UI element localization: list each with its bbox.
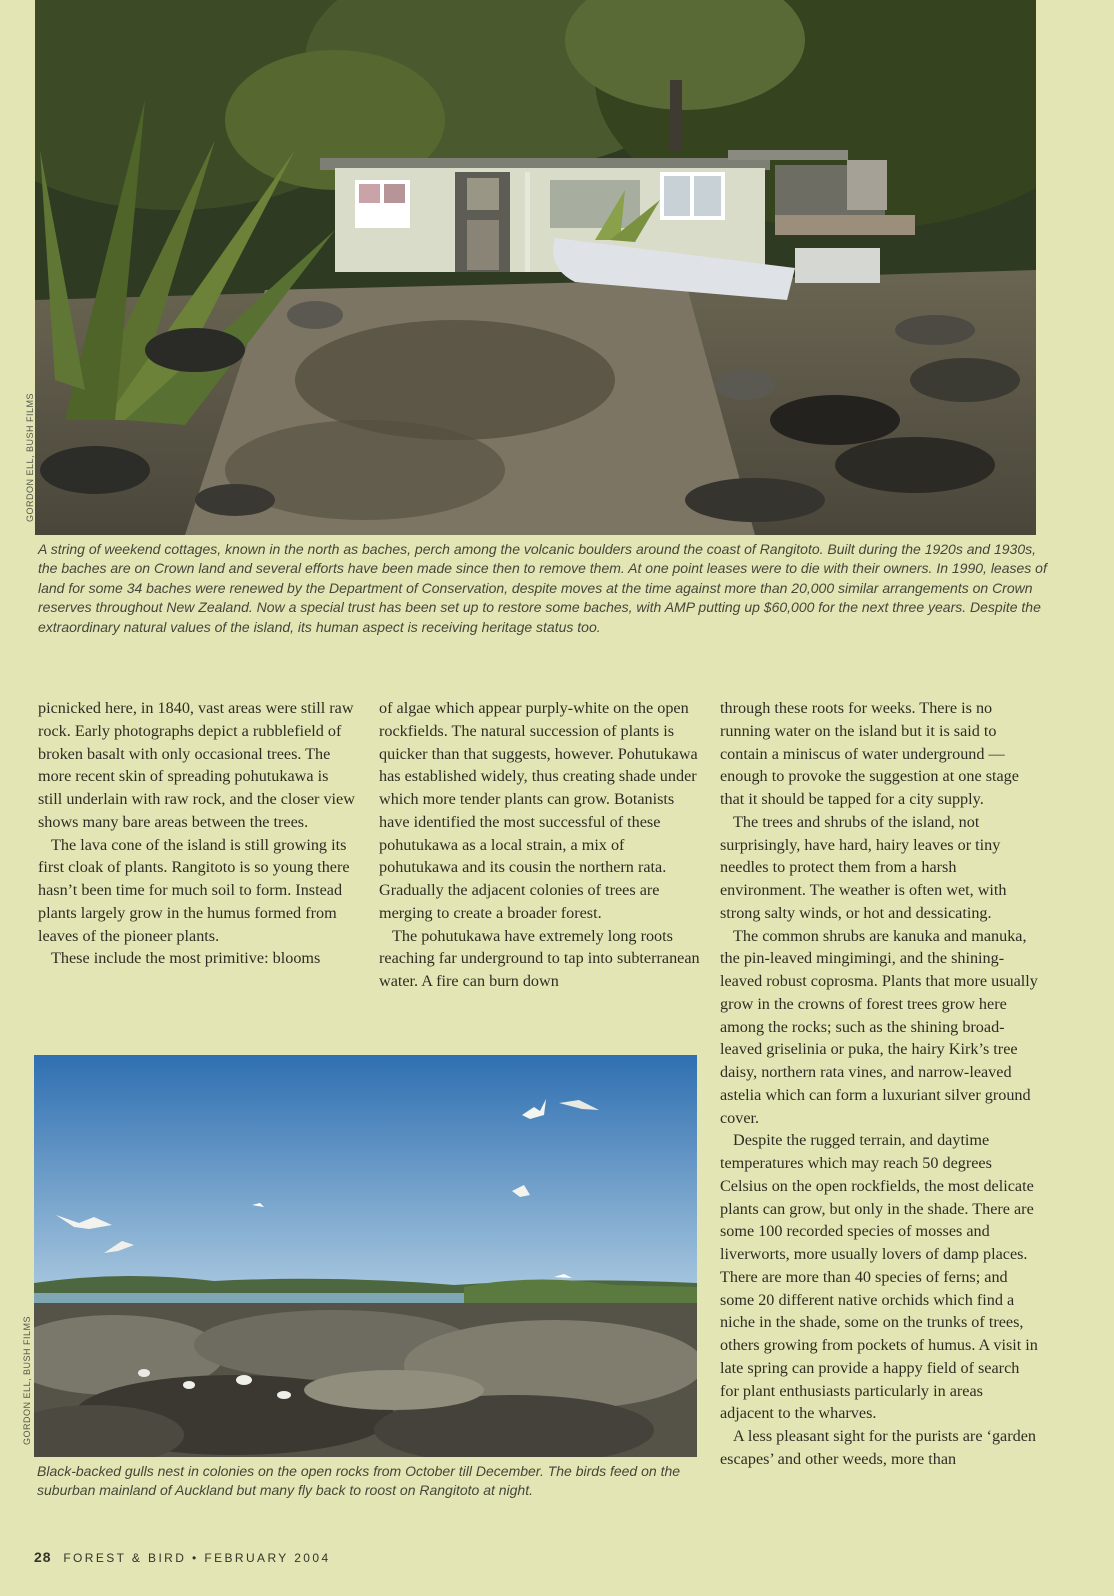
paragraph: These include the most primitive: blooms [51,949,321,968]
paragraph: The common shrubs are kanuka and manuka, the pin-leaved mingimingi, and the shining-leaved robust coprosma. Plants that more usually grow in the crowns of forest trees grow here among the rocks; such as the shining broad-leaved griselinia or puka, the hairy Kirk’s tree daisy, northern rata vines, and narrow-leaved astelia which can form a luxuriant silver ground cover. [720,926,1038,1127]
publication-name: FOREST & BIRD • FEBRUARY 2004 [63,1551,331,1565]
paragraph: Despite the rugged terrain, and daytime temperatures which may reach 50 degrees Celsius on the open rockfields, the most delicate plants can grow, but only in the shade. There are some 100 recorded species of mosses and liverworts, more usually lovers of damp places. There are more than 40 species of ferns; and some 20 different native orchids which find a niche in the shade, some on the trunks of trees, others growing from pockets of humus. A visit in late spring can provide a happy field of search for plant enthusiasts particularly in areas adjacent to the wharves. [720,1131,1038,1423]
paragraph: A less pleasant sight for the purists are ‘garden escapes’ and other weeds, more than [720,1427,1036,1468]
article-column-2 [379,697,701,993]
article-column-3 [720,697,1040,1471]
photo-caption-top: A string of weekend cottages, known in the north as baches, perch among the volcanic boulders around the coast of Rangitoto. Built during the 1920s and 1930s, the baches are on Crown land and several efforts have been made since then to remove them. At one point leases were to die with their owners. In 1990, leases of land for some 34 baches were renewed by the Department of Conservation, despite moves at the time against more than 20,000 similar arrangements on Crown reserves throughout New Zealand. Now a special trust has been set up to restore some baches, with AMP putting up $60,000 for the next three years. Despite the extraordinary natural values of the island, its human aspect is receiving heritage status too. [38,541,1047,635]
article-column-1 [38,697,356,970]
paragraph: of algae which appear purply-white on the open rockfields. The natural succession of plants is quicker than that suggests, however. Pohutukawa has established widely, thus creating shade under which more tender plants can grow. Botanists have identified the most successful of these pohutukawa as a local strain, a mix of pohutukawa and its cousin the northern rata. Gradually the adjacent colonies of trees are merging to create a broader forest. [379,699,698,922]
bach-photo [35,0,1036,535]
page-footer [34,1549,331,1565]
paragraph: The pohutukawa have extremely long roots reaching far underground to tap into subterranean water. A fire can burn down [379,926,700,990]
paragraph: The lava cone of the island is still growing its first cloak of plants. Rangitoto is so young there hasn’t been time for much soil to form. Instead plants largely grow in the humus formed from leaves of the pioneer plants. [38,835,350,945]
photo-credit-bottom: GORDON ELL, BUSH FILMS [22,1315,32,1445]
photo-caption-bottom: Black-backed gulls nest in colonies on the open rocks from October till December. The birds feed on the suburban mainland of Auckland but many fly back to roost on Rangitoto at night. [37,1463,681,1499]
page-number: 28 [34,1549,52,1565]
paragraph: The trees and shrubs of the island, not surprisingly, have hard, hairy leaves or tiny needles to protect them from a harsh environment. The weather is often wet, with strong salty winds, or hot and dessicating. [720,812,1007,922]
paragraph: picnicked here, in 1840, vast areas were still raw rock. Early photographs depict a rubblefield of broken basalt with only occasional trees. The more recent skin of spreading pohutukawa is still underlain with raw rock, and the closer view shows many bare areas between the trees. [38,699,355,831]
photo-credit-top: GORDON ELL, BUSH FILMS [25,392,35,522]
gulls-photo [34,1055,697,1457]
paragraph: through these roots for weeks. There is no running water on the island but it is said to contain a miniscus of water underground — enough to provoke the suggestion at one stage that it should be tapped for a city supply. [720,699,1019,808]
